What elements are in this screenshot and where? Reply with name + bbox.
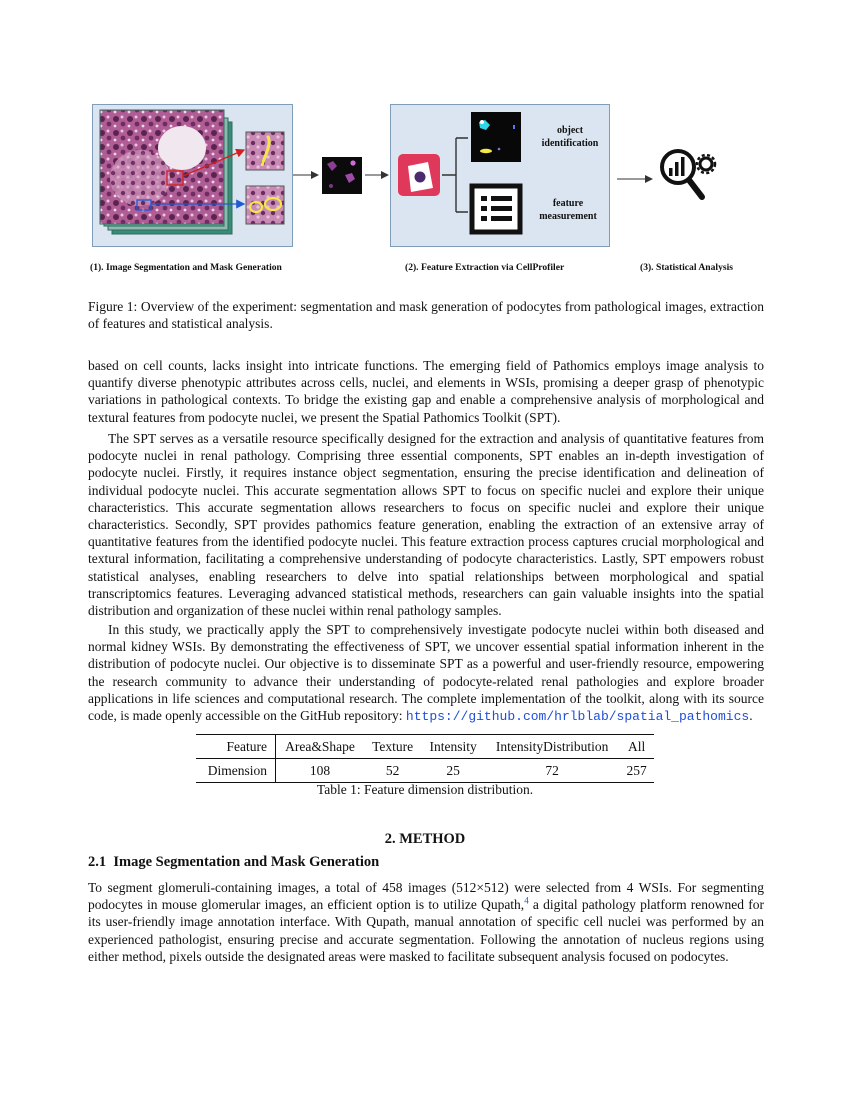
panel-2-label: (2). Feature Extraction via CellProfiler	[405, 262, 565, 273]
figure-graphics	[0, 100, 850, 250]
citation-ref[interactable]: 4	[524, 895, 529, 906]
table-header-cell: All	[619, 735, 654, 759]
cellprofiler-logo	[398, 154, 440, 196]
paragraph-2: The SPT serves as a versatile resource specifically designed for the extraction and analysis of quantitative features from podocyte nuclei in renal pathology. Comprising three essential components, SPT enables an in-depth investigation of podocyte nuclei. Firstly, it requires instance object segmentation, ensuring the precise identification and delineation of individual podocyte nuclei. This accurate segmentation allows SPT to focus on specific nuclei and explore their unique characteristics. This accurate segmentation allows researchers to focus on specific nuclei and explore their unique characteristics. Secondly, SPT provides pathomics feature generation, enabling the extraction of an extensive array of quantitative features from the identified podocyte nuclei. This feature extraction process captures crucial morphological and textural information, facilitating a comprehensive understanding of podocyte characteristics. Lastly, SPT empowers robust statistical analyses, enabling researchers to delve into spatial relationships between morphological and spatial transcriptomics features. Leveraging advanced statistical methods, researchers can gain valuable insights into the spatial distribution and organization of these nuclei within renal pathology samples.	[88, 431, 764, 619]
table-cell: 52	[364, 759, 421, 783]
statistical-analysis-icon	[662, 151, 715, 197]
paragraph-4-text-a: To segment glomeruli-containing images, a total of 458 images (512×512) were selected from 4 WSIs. For segmenting podocytes in mouse glomerular images, an efficient option is to utilize Qupath,	[88, 880, 764, 913]
paragraph-4	[88, 879, 764, 965]
table-header-cell: Intensity	[421, 735, 485, 759]
section-heading-method: 2. METHOD	[384, 831, 466, 847]
table-cell: 25	[421, 759, 485, 783]
table-cell: Dimension	[196, 759, 275, 783]
paragraph-4-text-b: a digital pathology platform renowned for its user-friendly image annotation interface. With Qupath, manual annotation of specific cell nuclei was performed by an experienced pathologist, ensuring precise and accurate segmentation. Following the annotation of nucleus regions using either method, pixels outside the designated areas were masked to facilitate subsequent analysis focused on podocytes.	[88, 897, 765, 964]
figure-caption: Figure 1: Overview of the experiment: segmentation and mask generation of podocytes from pathological images, extraction of features and statistical analysis.	[88, 299, 764, 331]
table-caption: Table 1: Feature dimension distribution.	[316, 782, 534, 797]
subsection-heading	[88, 854, 379, 871]
table-row	[196, 759, 654, 783]
paragraph-1: based on cell counts, lacks insight into intricate functions. The emerging field of Pathomics employs image analysis to quantify diverse phenotypic attributes across cells, nuclei, and elements in WSIs, promising a deeper grasp of phenotypic variations in pathological contexts. To bridge the existing gap and enable a comprehensive analysis of morphological and textural features from podocyte nuclei, we present the Spatial Pathomics Toolkit (SPT).	[88, 358, 764, 425]
paragraph-3-end: .	[749, 708, 753, 724]
table-header-cell: Area&Shape	[275, 735, 364, 759]
subsection-title: Image Segmentation and Mask Generation	[113, 854, 380, 870]
panel-1-label: (1). Image Segmentation and Mask Generation	[90, 262, 282, 273]
table-cell: 257	[619, 759, 654, 783]
table-header-row	[196, 735, 654, 759]
feature-measurement-icon	[472, 186, 520, 232]
table-header-cell: Feature	[196, 735, 275, 759]
table-header-cell: Texture	[364, 735, 421, 759]
paragraph-3	[88, 621, 764, 725]
paragraph-3-text: In this study, we practically apply the SPT to comprehensively investigate podocyte nuclei within both diseased and normal kidney WSIs. By demonstrating the effectiveness of SPT, we uncover essential spatial information inherent in the distribution of podocyte nuclei. Our objective is to disseminate SPT as a powerful and user-friendly resource, empowering the research community to advance their understanding of podocyte-related renal pathologies and explore broader applications in life sciences and computational research. The complete implementation of the toolkit, along with its source code, is made openly accessible on the GitHub repository:	[88, 622, 764, 724]
object-identification-image	[471, 112, 521, 162]
feature-measurement-label: feature measurement	[539, 198, 597, 222]
table-header-cell: IntensityDistribution	[485, 735, 619, 759]
subsection-number: 2.1	[88, 854, 107, 870]
object-identification-label: object identification	[541, 125, 599, 149]
zoom-crop-blue	[246, 186, 284, 224]
panel-3-label: (3). Statistical Analysis	[640, 262, 734, 273]
table-cell: 108	[275, 759, 364, 783]
table-cell: 72	[485, 759, 619, 783]
tissue-image-stack	[100, 110, 232, 234]
feature-dimension-table	[196, 734, 654, 783]
github-link[interactable]: https://github.com/hrlblab/spatial_pathomics	[405, 709, 750, 725]
masked-image	[322, 157, 362, 194]
zoom-crop-red	[246, 132, 284, 170]
